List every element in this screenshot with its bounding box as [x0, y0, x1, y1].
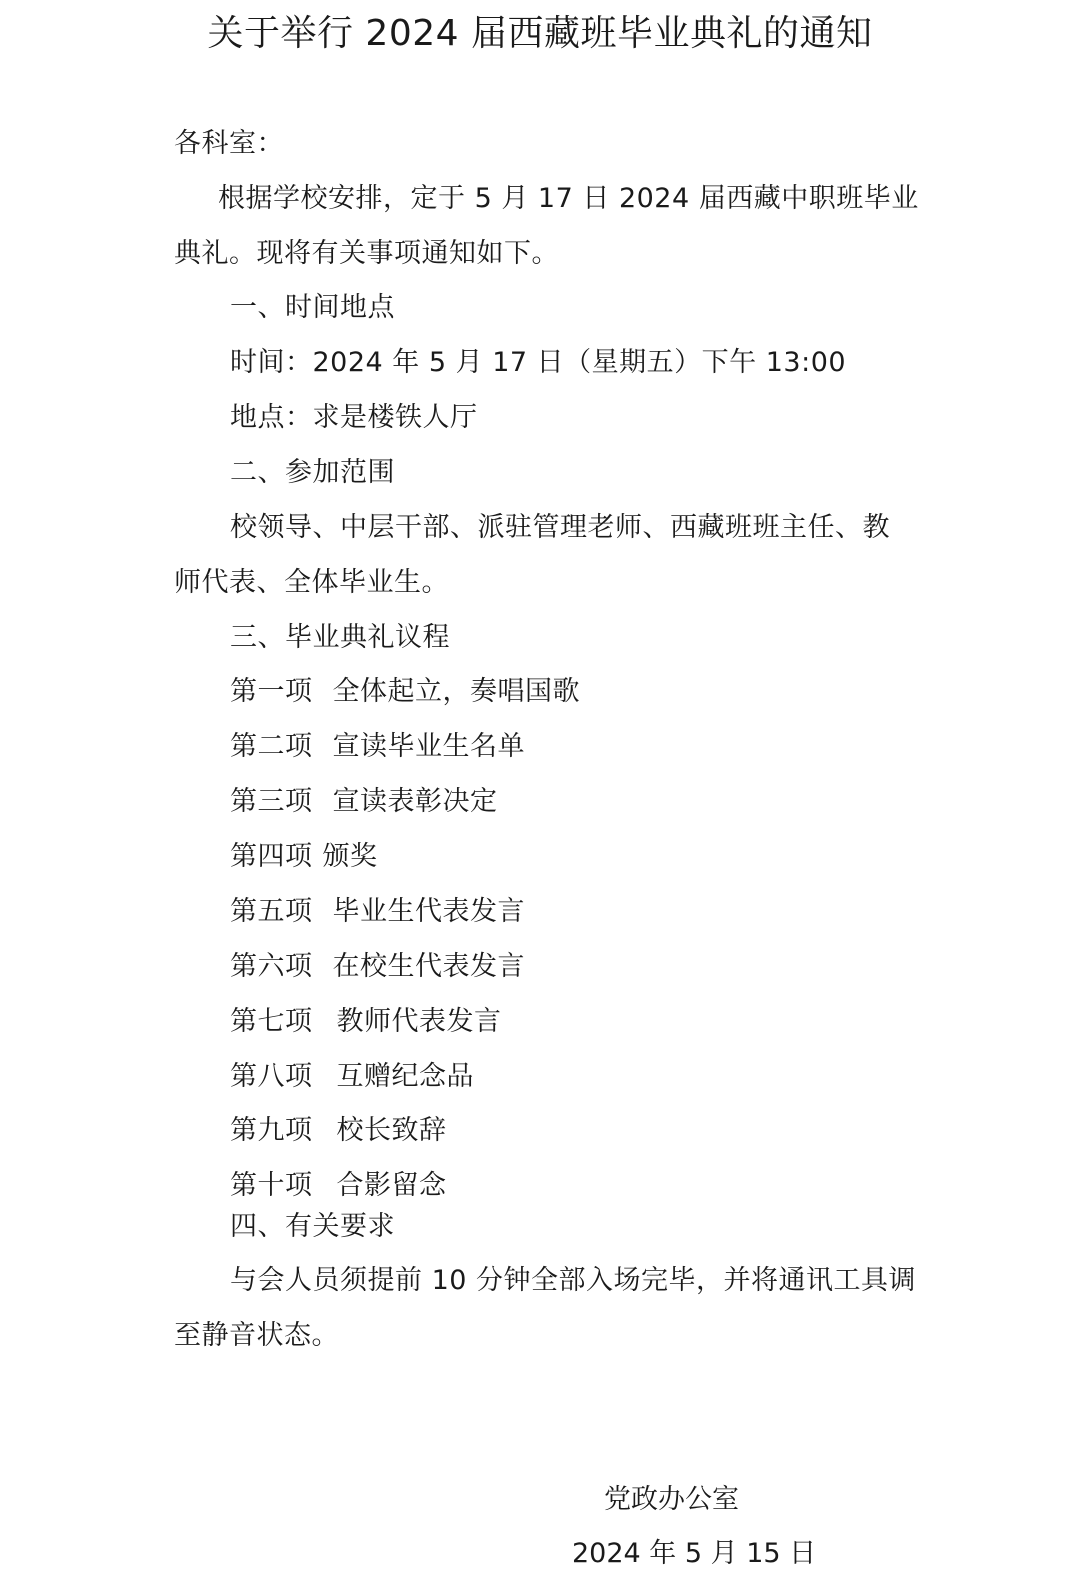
agenda-item-number: 第三项 [230, 786, 313, 817]
agenda-item [230, 674, 580, 710]
agenda-item [230, 729, 525, 765]
agenda-item-text: 合影留念 [336, 1170, 447, 1201]
agenda-item-text: 宣读毕业生名单 [332, 731, 525, 762]
agenda-item-number: 第十项 [230, 1170, 313, 1201]
participants-line-1: 校领导、中层干部、派驻管理老师、西藏班班主任、教 [230, 512, 890, 543]
section-heading-agenda: 三、毕业典礼议程 [230, 622, 450, 653]
agenda-item-text: 全体起立，奏唱国歌 [332, 676, 580, 707]
agenda-item-text: 颁奖 [322, 841, 378, 872]
event-time: 时间：2024 年 5 月 17 日（星期五）下午 13:00 [230, 347, 847, 378]
agenda-item-number: 第四项 [230, 841, 313, 872]
agenda-item [230, 1059, 474, 1095]
agenda-item-text: 校长致辞 [336, 1115, 447, 1146]
agenda-item-text: 宣读表彰决定 [332, 786, 498, 817]
agenda-item [230, 784, 498, 820]
agenda-item [230, 894, 525, 930]
participants-line-2: 师代表、全体毕业生。 [174, 567, 449, 598]
section-heading-time-place: 一、时间地点 [230, 292, 395, 323]
agenda-item-number: 第二项 [230, 731, 313, 762]
intro-line-1: 根据学校安排，定于 5 月 17 日 2024 届西藏中职班毕业 [218, 183, 919, 214]
agenda-item-text: 教师代表发言 [336, 1006, 502, 1037]
agenda-item [230, 1168, 447, 1204]
requirements-line-2: 至静音状态。 [174, 1320, 339, 1351]
agenda-item [230, 839, 378, 875]
salutation: 各科室： [174, 128, 284, 159]
agenda-item-number: 第五项 [230, 896, 313, 927]
agenda-item-number: 第一项 [230, 676, 313, 707]
agenda-item-text: 互赠纪念品 [336, 1061, 474, 1092]
signature-org: 党政办公室 [604, 1484, 739, 1515]
agenda-item-number: 第六项 [230, 951, 313, 982]
agenda-item-number: 第八项 [230, 1061, 313, 1092]
agenda-item [230, 1113, 447, 1149]
agenda-item-text: 在校生代表发言 [332, 951, 525, 982]
agenda-item-text: 毕业生代表发言 [332, 896, 525, 927]
requirements-line-1: 与会人员须提前 10 分钟全部入场完毕，并将通讯工具调 [230, 1265, 917, 1296]
event-place: 地点：求是楼铁人厅 [230, 402, 478, 433]
signature-date: 2024 年 5 月 15 日 [572, 1538, 817, 1569]
document-title: 关于举行 2024 届西藏班毕业典礼的通知 [207, 13, 873, 54]
agenda-item [230, 949, 525, 985]
section-heading-requirements: 四、有关要求 [230, 1211, 395, 1242]
agenda-item-number: 第九项 [230, 1115, 313, 1146]
agenda-item [230, 1004, 502, 1040]
section-heading-participants: 二、参加范围 [230, 457, 395, 488]
intro-line-2: 典礼。现将有关事项通知如下。 [174, 238, 559, 269]
agenda-item-number: 第七项 [230, 1006, 313, 1037]
